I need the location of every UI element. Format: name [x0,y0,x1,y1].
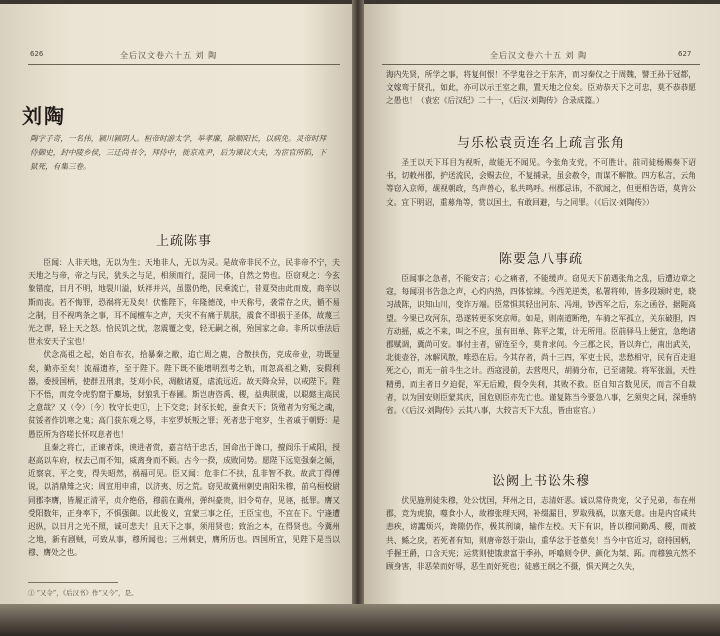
right-opening-text: 海内先贤，所学之事，将复何恨！不学鬼谷之于东齐，而习秦仪之于周魏，譬王孙于冠都，文嫁鸾于贤孔，如此，亦可以示王室之鼎，置天地之位矣。臣劝恭天下之可忠，莫不恭恭愿之愚也！（袁宏《后汉纪》二十一，《后汉·刘陶传》合录成篇。） [386,70,696,106]
section-title-shangshu: 上疏陈事 [155,234,212,249]
paragraph: 且秦之将亡，正谏者诛，谀进者赏，嘉言结于忠舌，国命出于谗口，擅阎乐于咸阳，授赵高以车府，权去己而不知，威离身而不顾。古今一揆，成败同势。愿陛下远览强秦之倾，近察哀、平之变，得失昭然，祸福可见。臣又闻：危非仁不扶，乱非智不救。故武丁得傅说，以消鼎雉之灾；周宣用申甫，以济夷、厉之荒。窃见故冀州刺史南阳朱穆，前乌桓校尉同郡李膺，皆履正清平，贞介绝俗，穆前在冀州，弹纠豪贵，旧令苟存，见诬，抵罪。膺又受阳数年，正身率下，不惧强御。以此俊义，宜蒙三事之任，王臣宝也，不宜在下。宁逢遭迟纵，以日月之光不照，诚可悲夫！且天下之事，须用贤也；致治之本，在得贤也。今冀州之地，新有剧贼，可致从事，穆所闻也；三州刺史，膺所历也。四国所宜，见陛下是当以穆、膺处之也。 [28,442,340,558]
footnote-rule [28,582,118,583]
right-page-number: 627 [678,50,692,58]
section-title-bashi: 陈要急八事疏 [498,252,583,267]
right-running-head: 全后汉文卷六十五 刘 陶 [490,51,588,60]
zhumu-text: 伏见施刑徒朱穆，处公忧国，拜州之日，志清奸恶。诚以常侍贵宠，父子兄弟，布在州郡，竞为虎狼，噬食小人，故穆张理天网，补缀漏目，罗取残祸，以塞天意。由是内官咸共恚疾，谤讟烦兴，谗隙仍作，极其刑谪，输作左校。天下有识，皆以穆同勤禹、稷，而被共、鲧之戾，若死者有知，则唐帝怒于崇山，重华忿于苍墓矣！当今中官近习，窃持国柄，手握王爵，口含天宪；运赏则使饿隶富于季孙，呼噏则令伊、颜化为桀、跖。而穆独亢然不顾身害，非恶荣而好辱，恶生而好死也；徒感王纲之不摄，惧天网之久失， [386,496,696,572]
section-title-zhumu: 讼阙上书讼朱穆 [491,474,590,489]
bashi-text: 臣闻事之急者，不能安言；心之痛者，不能缓声。窃见天下前遇张角之乱，后遭边章之寇，每闻羽书告急之声，心灼内热，四体惊竦。今西羌逆类，私署将帅，皆多段颎时吏，晓习战陈，识知山川，变诈万端。臣常惧其轻出河东、冯翊，钞西军之后，东之函谷，据阨高望。今果已攻河东，恐遂转更豕突京师。如是，则南道断绝，车骑之军孤立，关东破胆，四方动摇，威之不来，叫之不应，虽有田单、陈平之策，计无所用。臣前驿马上便宜，急绝诸郡赋调，冀尚可安。事付主者，留连至今，莫肯求问。今三郡之民，皆以奔亡，南出武关，北徙壶谷，冰解风散，唯恐在后。今其存者，尚十三四，军吏士民，悲愁相守，民有百走退死之心，而无一前斗生之计。西寇浸前，去营咫尺，胡骑分布，已至诸陵。将军张温，天性精勇，而主者日夕迫促，军无后殿，假令失利，其败不救。臣自知言数见厌，而言不自裁者，以为国安则臣蒙其庆，国危则臣亦先亡也。谨复陈当今要急八事，乞须臾之间，深垂纳省。（《后汉·刘陶传》云其八事，大较言天下大乱，皆由宦官。） [386,274,696,416]
paragraph: 伏念高祖之起，始自布衣，拾暴秦之敝，追亡周之鹿，合散扶伤，克成帝业，功既显矣，勤亦至矣！流福遗祚，至于陛下。陛下既不能增明烈考之轨，而忽高祖之勤，妄假利器，委授国柄，使群丑刑隶，芟刈小民，凋敝诸夏，虐流远近。故天降众异，以戒陛下。陛下不悟，而竞令虎豹窟于麋场，豺狼乳于春圃。斯岂唐咨禹、稷，益典朕虞，以聪懿主高民之意哉？又（令）〔今〕牧守长吏①，上下交竞；封豕长蛇，蚕食天下；货殖者为穷冤之魂，贫馁者作饥寒之鬼；高门获东观之辱，丰室罗妖叛之罪；死者悲于窀穸，生者戚于朝野：是愚臣所为咨嗟长怀叹息者也！ [28,350,340,439]
section-title-zhangjiao: 与乐松袁贡连名上疏言张角 [456,136,625,151]
left-body-text [28,256,340,578]
zhangjiao-text: 圣王以天下耳目为视听，故能无不闻见。今张角支党，不可胜计。前司徒杨赐奏下诏书，切敕州郡，护送流民，会赐去位，不复捕录，虽会赦令，而谋不解散。四方私言，云角等窃入京师，觇视朝政，鸟声兽心，私共鸣呼。州郡忌讳，不欲闻之，但更相告语，莫肯公文。宜下明诏，重募角等，赏以国土，有敢回避，与之同罪。（《后汉·刘陶传》） [386,158,696,207]
left-page [0,4,356,604]
page-bottom-edge [0,604,720,636]
book-gutter [352,0,364,636]
left-running-head: 全后汉文卷六十五 刘 陶 [120,51,218,60]
right-page [360,4,720,604]
author-name: 刘陶 [22,104,66,128]
paragraph: 臣闻：人非天地，无以为生；天地非人，无以为灵。是故帝非民不立，民非帝不宁，夫天地之与帝，帝之与民，犹头之与足，相须而行，混同一体，自然之势也。臣窃观之：今玄象错度，日月不明，地裂川溢，妖祥并兴，虽嚣仍绝，民乘流亡，昔夏癸由此而废，商辛以斯而丧。若不悔罪，恐祸将无及矣！伏惟陛下，年隆德茂，中天称号，袭常存之庆，循不易之制，目不视鸣条之事，耳不闻檀车之声，天灾不有痛于肌肤，震食不即损于圣体，故蔑三光之谬，轻上天之怒。恰民饥之忧，忽震覆之变，轻无嗣之祸，殆国家之命。非所以垂法后世永安天子宝也！ [28,258,340,347]
author-bio: 陶字子奇，一名伟，颍川颍阴人。桓帝时游太学，举孝廉，除顺阳长，以病免。灵帝时拜侍御史，封中陵乡侯，三迁尚书令，拜侍中，徙京兆尹，后为谏议大夫，为宦官所陷，下狱死，有集三卷。 [30,134,327,171]
left-page-number: 626 [30,50,44,58]
right-header-rule [382,64,700,65]
left-header-rule [28,64,340,65]
footnote: ① “又令”，《后汉书》作“又今”，是。 [28,589,138,597]
